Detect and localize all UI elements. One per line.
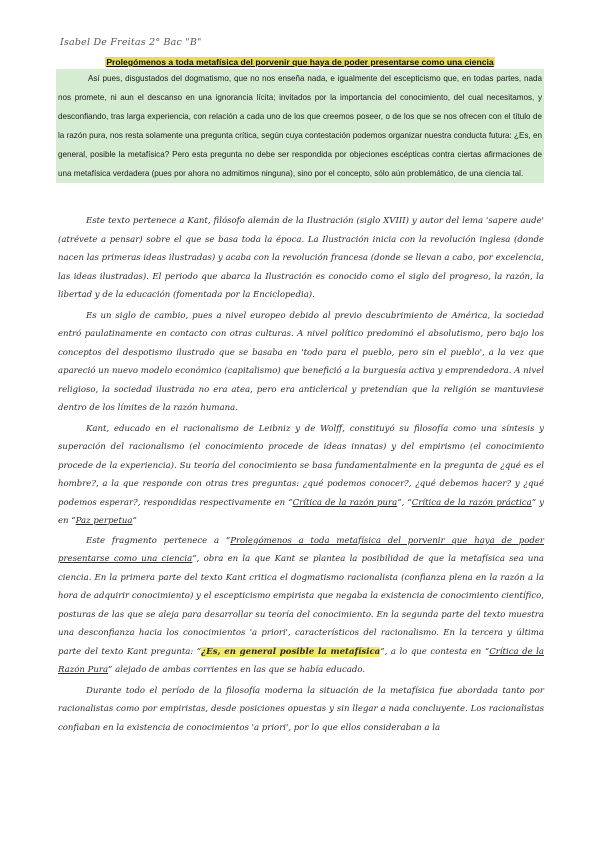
paragraph-4-end: ” alejado de ambas corrientes en las que se había educado. [108,665,366,675]
essay-body [58,212,544,737]
separator: ” [132,516,137,526]
paragraph-3-text: Kant, educado en el racionalismo de Leibniz y de Wolff, constituyó su filosofía como una síntesis y superación del racionalismo (el conocimiento procede de ideas innatas) y del empirismo (el conocimiento procede de la experiencia). Su teoría del conocimiento se basa fundamentalmente en la pregunta de ¿qué es el hombre?, a la que responde con otras tres preguntas: ¿qué podemos conocer?, ¿qué debemos hacer? y ¿qué podemos esperar?, respondidas respectivamente en “ [58,423,544,508]
highlighted-question: ¿Es, en general posible la metafísica [201,646,381,657]
paragraph-1: Este texto pertenece a Kant, filósofo alemán de la Ilustración (siglo XVIII) y autor del lema 'sapere aude' (atrévete a pensar) sobre el que se basa toda la época. La Ilustración inicia con la revolución inglesa (donde nacen las primeras ideas ilustradas) y acaba con la revolución francesa (donde se llevan a cabo, por excelencia, las ideas ilustradas). El periodo que abarca la Ilustración es conocido como el siglo del progreso, la razón, la libertad y de la educación (fomentada por la Enciclopedia). [58,216,544,300]
author-header: Isabel De Freitas 2° Bac "B" [60,37,202,48]
work-title-paz-perpetua: Paz perpetua [75,516,133,526]
paragraph-4-middle: ”, obra en la que Kant se plantea la posibilidad de que la metafísica sea una ciencia. En la primera parte del texto Kant critica el dogmatismo racionalista (confianza plena en la razón a la hora de adquirir conocimiento) y el escepticismo empirista que negaba la existencia de conocimiento científico, posturas de las que se aleja para desarrollar su teoría del conocimiento. En la segunda parte del texto muestra una desconfianza hacia los conocimientos 'a priori', característicos del racionalismo. En la tercera y última parte del texto Kant pregunta: “ [58,554,544,657]
quote-body: Así pues, disgustados del dogmatismo, que no nos enseña nada, e igualmente del escepticismo que, en todas partes, nada nos promete, ni aun el descanso en una ignorancia lícita; invitados por la importancia del conocimiento, del cual necesitamos, y desconfiando, tras larga experiencia, con relación a cada uno de los que creemos poseer, o de los que se nos ofrecen con el título de la razón pura, nos resta solamente una pregunta crítica, según cuya contestación podemos organizar nuestra conducta futura: ¿Es, en general, posible la metafísica? Pero esta pregunta no debe ser respondida por objeciones escépticas contra ciertas afirmaciones de una metafísica verdadera (pues por ahora no admitimos ninguna), sino por el concepto, sólo aún problemático, de una ciencia tal. [56,69,544,183]
paragraph-3 [58,420,544,531]
separator: ” y en “ [58,497,544,526]
quote-title [56,56,544,68]
paragraph-5: Durante todo el período de la filosofía moderna la situación de la metafísica fue abordada tanto por racionalistas como por empiristas, desde posiciones opuestas y sin llegar a nada concluyente. Los racionalistas confiaban en la existencia de conocimientos 'a priori', por lo que ellos consideraban a la [58,685,544,733]
paragraph-4-start: Este fragmento pertenece a “ [86,535,231,546]
quote-title-text: Prolegómenos a toda metafísica del porvenir que haya de poder presentarse como una ciencia [106,57,494,67]
work-title-critica-razon-pura-2: Crítica de la Razón Pura [58,646,544,675]
paragraph-4-middle-2: ”, a lo que contesta en “ [380,646,490,657]
paragraph-4 [58,532,544,680]
source-quote [56,56,544,183]
work-title-prolegomenos: Prolegómenos a toda metafísica del porvenir que haya de poder presentarse como una ciencia [58,535,544,564]
separator: ”, “ [397,497,412,508]
work-title-critica-razon-practica: Crítica de la razón práctica [411,497,532,508]
paragraph-2: Es un siglo de cambio, pues a nivel europeo debido al previo descubrimiento de América, la sociedad entró paulatinamente en contacto con otras culturas. A nivel político predominó el absolutismo, pero bajo los conceptos del despotismo ilustrado que se basaba en 'todo para el pueblo, pero sin el pueblo', a la vez que apareció un nuevo modelo económico (capitalismo) que benefició a la burguesía activa y emprendedora. A nivel religioso, la sociedad ilustrada no era atea, pero era anticlerical y pretendían que la religión se mantuviese dentro de los límites de la razón humana. [58,310,544,413]
work-title-critica-razon-pura: Crítica de la razón pura [292,497,398,508]
